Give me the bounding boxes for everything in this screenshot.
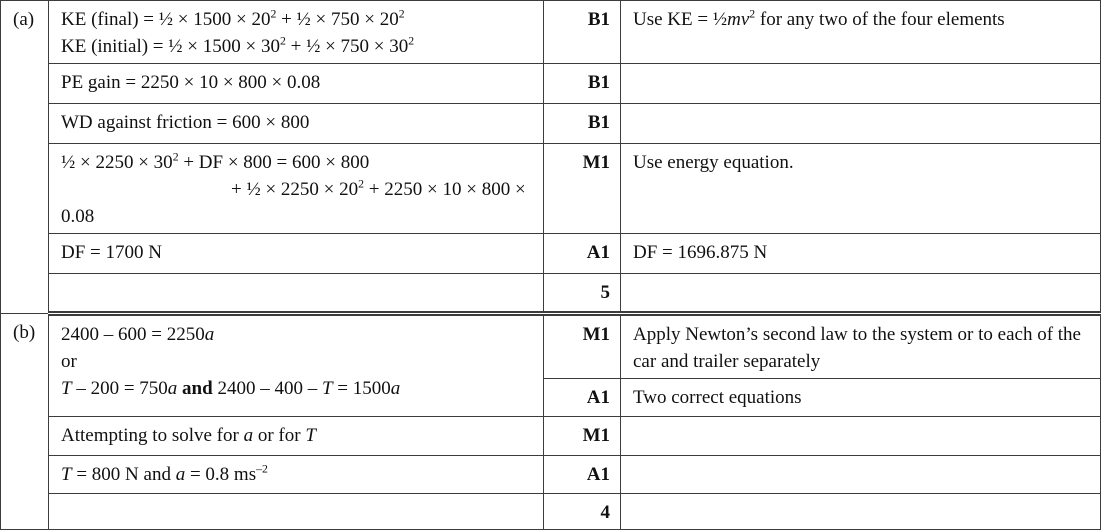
- comment-cell: [621, 494, 1101, 530]
- table-row: [1, 494, 1101, 530]
- mark-cell: B1: [544, 1, 621, 64]
- mark-cell: A1: [544, 379, 621, 417]
- table-row: [1, 104, 1101, 144]
- mark-cell: A1: [544, 234, 621, 274]
- table-row: [1, 274, 1101, 314]
- table-row: [1, 417, 1101, 456]
- mark-cell: M1: [544, 417, 621, 456]
- working-cell: ½ × $2250 \times 30^2$ + DF × 800 = 600 × 800 + ½ × $2250 \times 20^2 + 2250 \times 10 \times 800 \times 0.08$: [49, 144, 544, 234]
- table-row: [1, 1, 1101, 64]
- part-label-b: (b): [1, 314, 49, 530]
- comment-cell: [621, 104, 1101, 144]
- table-row: [1, 314, 1101, 379]
- working-cell: WD against friction = 600 × 800: [49, 104, 544, 144]
- table-row: [1, 64, 1101, 104]
- section-total-a: 5: [544, 274, 621, 314]
- comment-cell: [621, 274, 1101, 314]
- comment-cell: Use energy equation.: [621, 144, 1101, 234]
- working-cell: [49, 274, 544, 314]
- mark-cell: A1: [544, 456, 621, 494]
- comment-cell: Use KE = $\frac{1}{2}mv^2$ for any two of the four elements: [621, 1, 1101, 64]
- mark-cell: M1: [544, 314, 621, 379]
- mark-cell: M1: [544, 144, 621, 234]
- working-cell: T = 800 N and a = 0.8 $ms^{-2}$: [49, 456, 544, 494]
- comment-cell: [621, 417, 1101, 456]
- mark-cell: B1: [544, 64, 621, 104]
- working-cell: Attempting to solve for a or for T: [49, 417, 544, 456]
- comment-cell: Two correct equations: [621, 379, 1101, 417]
- working-cell: 2400 – 600 = 2250a or T – 200 = 750a and 2400 – 400 – T = 1500a: [49, 314, 544, 417]
- part-label-a: (a): [1, 1, 49, 314]
- working-cell: DF = 1700 N: [49, 234, 544, 274]
- table-row: [1, 456, 1101, 494]
- section-total-b: 4: [544, 494, 621, 530]
- comment-cell: DF = 1696.875 N: [621, 234, 1101, 274]
- comment-cell: [621, 456, 1101, 494]
- working-cell: PE gain = 2250 × 10 × 800 × 0.08: [49, 64, 544, 104]
- working-cell: [49, 494, 544, 530]
- comment-cell: Apply Newton’s second law to the system or to each of the car and trailer separately: [621, 314, 1101, 379]
- mark-cell: B1: [544, 104, 621, 144]
- table-row: [1, 234, 1101, 274]
- table-row: [1, 144, 1101, 234]
- working-cell: KE (final) = ½ × $1500 \times 20^2$ + ½ × $750 \times 20^2$ KE (initial) = ½ × $1500 \times 30^2$ + ½ × $750 \times 30^2$: [49, 1, 544, 64]
- comment-cell: [621, 64, 1101, 104]
